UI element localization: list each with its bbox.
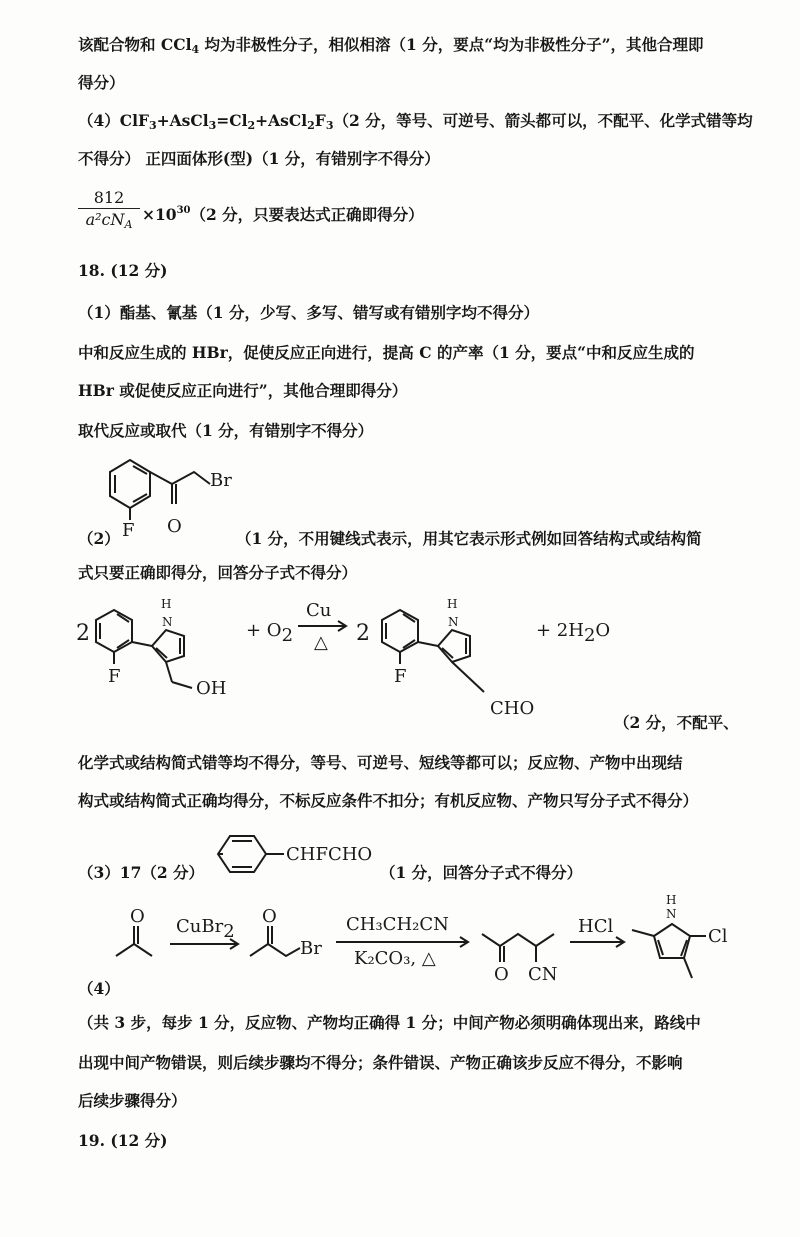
plus-o2: + O2: [246, 620, 294, 646]
aldehyde-label: CHO: [490, 698, 535, 719]
text-segment: 不得分） 正四面体形(型)（1 分，有错别字不得分）: [78, 149, 440, 168]
q18-part4-label: [78, 978, 800, 1000]
synthesis-route: [110, 893, 770, 990]
superscript: 30: [176, 205, 191, 216]
q18-line6: [78, 562, 800, 584]
bromine-label: Br: [210, 470, 232, 491]
coefficient-2: 2: [76, 621, 90, 646]
reactant-benzene: [96, 610, 132, 652]
text-line-1: [78, 34, 800, 61]
text-segment: 取代反应或取代（1 分，有错别字不得分）: [78, 421, 374, 440]
denominator-text: a²cN: [85, 210, 125, 229]
oxygen-label: O: [494, 964, 509, 985]
subscript: 4: [191, 43, 200, 56]
oxygen-label: O: [167, 516, 182, 537]
subscript: 2: [307, 119, 315, 132]
subscript: A: [124, 218, 133, 231]
text-segment: 中和反应生成的 HBr，促使反应正向进行，提高 C 的产率（1 分，要点“中和反应生成的: [78, 343, 695, 362]
product-benzene: [382, 610, 418, 652]
text-segment: F: [314, 111, 326, 130]
text-segment: 19. (12 分): [78, 1131, 168, 1150]
chlorine-label: Cl: [708, 926, 728, 947]
fluorine-label: F: [108, 666, 121, 687]
density-fraction: [78, 188, 140, 231]
hydrogen-label: H: [161, 597, 172, 611]
text-segment: （共 3 步，每步 1 分，反应物、产物均正确得 1 分；中间产物必须明确体现出来，路线中: [78, 1013, 701, 1032]
fraction-numerator: 812: [78, 188, 140, 209]
text-segment: 式只要正确即得分，回答分子式不得分）: [78, 563, 358, 582]
text-segment: =Cl: [216, 111, 248, 130]
text-segment: 均为非极性分子，相似相溶（1 分，要点“均为非极性分子”，其他合理即: [199, 35, 704, 54]
subscript: 3: [325, 119, 334, 132]
plus-water: + 2H2O: [536, 620, 611, 646]
q18-line4: [78, 420, 800, 442]
carbon-chain: [150, 472, 210, 484]
text-segment: 构式或结构简式正确均得分，不标反应条件不扣分；有机反应物、产物只写分子式不得分）: [78, 791, 699, 810]
text-line-4: [78, 148, 800, 170]
heat-label: △: [314, 632, 328, 653]
nitrogen-label: N: [448, 615, 459, 629]
oxygen-label: O: [262, 906, 277, 927]
fraction-denominator: [78, 209, 140, 231]
q18-part3-note: [380, 862, 800, 884]
text-segment: （1 分，回答分子式不得分）: [380, 863, 583, 882]
subscript: 3: [149, 119, 157, 132]
pyrrole-ring: [654, 924, 690, 958]
text-segment: 化学式或结构简式错等均不得分，等号、可逆号、短线等都可以；反应物、产物中出现结: [78, 753, 683, 772]
subscript: 2: [247, 119, 256, 132]
q18-line7: [614, 712, 800, 734]
q18-part2-note: [236, 528, 800, 550]
text-segment: +AsCl: [156, 111, 209, 130]
hydrogen-label: H: [666, 893, 677, 907]
q18-part1: [78, 302, 800, 324]
condition-label: K₂CO₃, △: [354, 948, 436, 969]
text-segment: （2 分，等号、可逆号、箭头都可以，不配平、化学式错等均: [333, 111, 753, 130]
nitrogen-label: N: [666, 907, 677, 921]
text-segment: 后续步骤得分）: [78, 1091, 187, 1110]
text-segment: （2 分，不配平、: [614, 713, 739, 732]
text-segment: （4）ClF: [78, 111, 150, 130]
fluorine-label: F: [122, 520, 135, 541]
text-segment: （2）: [78, 529, 120, 548]
c-o-bond: [172, 682, 192, 688]
bromoacetone-skeleton: [250, 944, 300, 956]
reagent-label: CH₃CH₂CN: [346, 914, 449, 935]
text-line-3: [78, 110, 800, 137]
oxidation-equation: [74, 596, 634, 726]
oxygen-label: O: [130, 906, 145, 927]
aryl-bond: [132, 642, 152, 646]
q18-line13: [78, 1052, 800, 1074]
fluorine-label: F: [394, 666, 407, 687]
text-segment: （3）17（2 分）: [78, 863, 205, 882]
hcl-label: HCl: [578, 916, 614, 937]
ch2-bond: [166, 662, 172, 682]
q18-line8: [78, 752, 800, 774]
cubr2-label: CuBr2: [176, 916, 235, 942]
text-segment: 得分）: [78, 73, 125, 92]
text-segment: HBr 或促使反应正向进行”，其他合理即得分）: [78, 381, 408, 400]
hydroxyl-label: OH: [196, 678, 227, 699]
q18-line2: [78, 342, 800, 364]
text-segment: 出现中间产物错误，则后续步骤均不得分；条件错误、产物正确该步反应不得分，不影响: [78, 1053, 683, 1072]
q18-line9: [78, 790, 800, 812]
c-cho-bond: [452, 662, 484, 692]
question-18-title: [78, 260, 800, 282]
aryl-bond: [418, 642, 438, 646]
nitrogen-label: N: [162, 615, 173, 629]
q18-line12: [78, 1012, 800, 1034]
catalyst-label: Cu: [306, 600, 332, 621]
methyl-bond: [684, 958, 692, 978]
text-segment: ×10: [142, 205, 177, 224]
chfcho-label: CHFCHO: [286, 844, 373, 865]
text-segment: （4）: [78, 979, 120, 998]
hydrogen-label: H: [447, 597, 458, 611]
text-line-2: [78, 72, 800, 94]
methyl-bond: [632, 930, 654, 936]
text-segment: （2 分，只要表达式正确即得分）: [190, 205, 424, 224]
subscript: 3: [208, 119, 217, 132]
cyano-label: CN: [528, 964, 558, 985]
fraction-tail: [142, 200, 800, 226]
q18-line14: [78, 1090, 800, 1112]
text-segment: （1）酯基、氰基（1 分，少写、多写、错写或有错别字均不得分）: [78, 303, 539, 322]
bromine-label: Br: [300, 938, 322, 959]
text-segment: +AsCl: [255, 111, 308, 130]
ketonitrile-skeleton: [482, 934, 554, 946]
coefficient-2: 2: [356, 621, 370, 646]
acetone-skeleton: [116, 944, 152, 956]
text-segment: （1 分，不用键线式表示，用其它表示形式例如回答结构式或结构简: [236, 529, 702, 548]
question-19-title: [78, 1130, 800, 1152]
q18-line3: [78, 380, 800, 402]
text-segment: 该配合物和 CCl: [78, 35, 192, 54]
text-segment: 18. (12 分): [78, 261, 168, 280]
